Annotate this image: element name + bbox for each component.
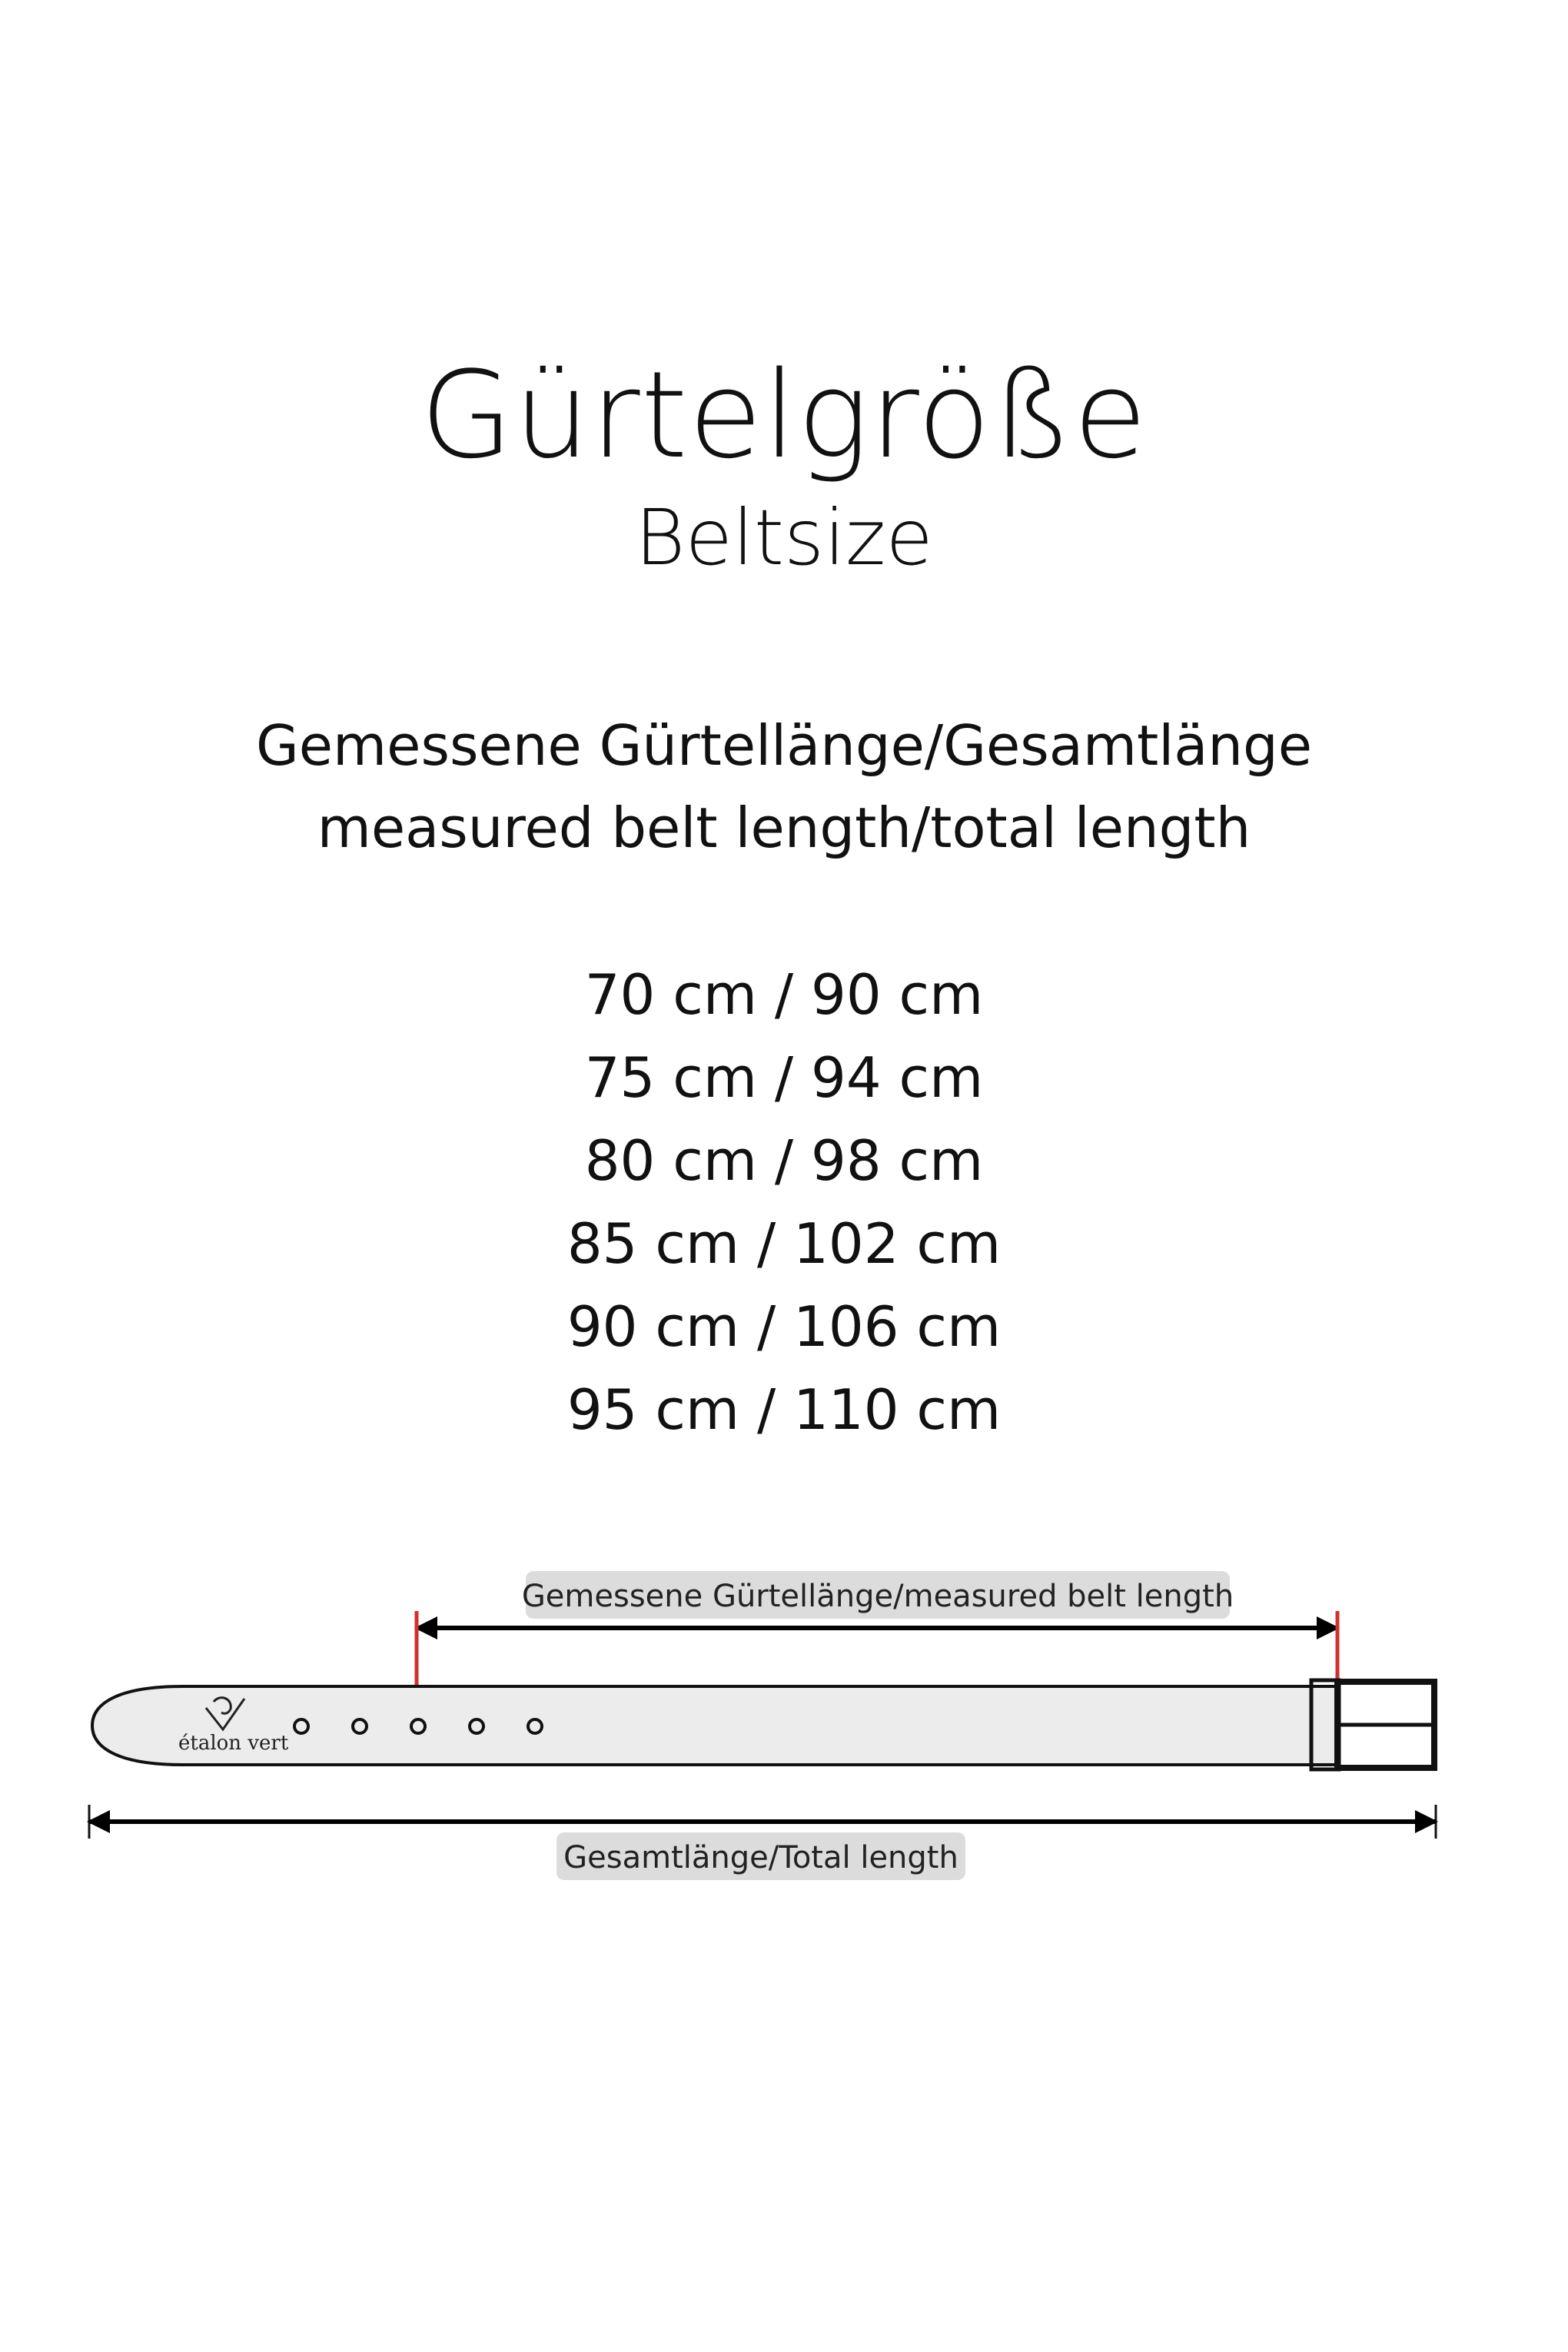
- total-length-label: Gesamtlänge/Total length: [563, 1840, 958, 1875]
- measure-heading-german: Gemessene Gürtellänge/Gesamtlänge: [255, 713, 1313, 778]
- size-row: 75 cm / 94 cm: [584, 1045, 984, 1110]
- brand-logo-text: étalon vert: [178, 1732, 289, 1755]
- measure-heading-english: measured belt length/total length: [317, 796, 1251, 860]
- size-row: 90 cm / 106 cm: [566, 1294, 1002, 1359]
- measured-length-label: Gemessene Gürtellänge/measured belt length: [521, 1579, 1234, 1614]
- page-title: Gürtelgröße: [420, 345, 1148, 485]
- size-row: 95 cm / 110 cm: [566, 1377, 1002, 1442]
- page-subtitle: Beltsize: [635, 493, 933, 583]
- size-row: 70 cm / 90 cm: [584, 962, 984, 1027]
- size-row: 85 cm / 102 cm: [566, 1211, 1002, 1276]
- size-row: 80 cm / 98 cm: [584, 1128, 984, 1193]
